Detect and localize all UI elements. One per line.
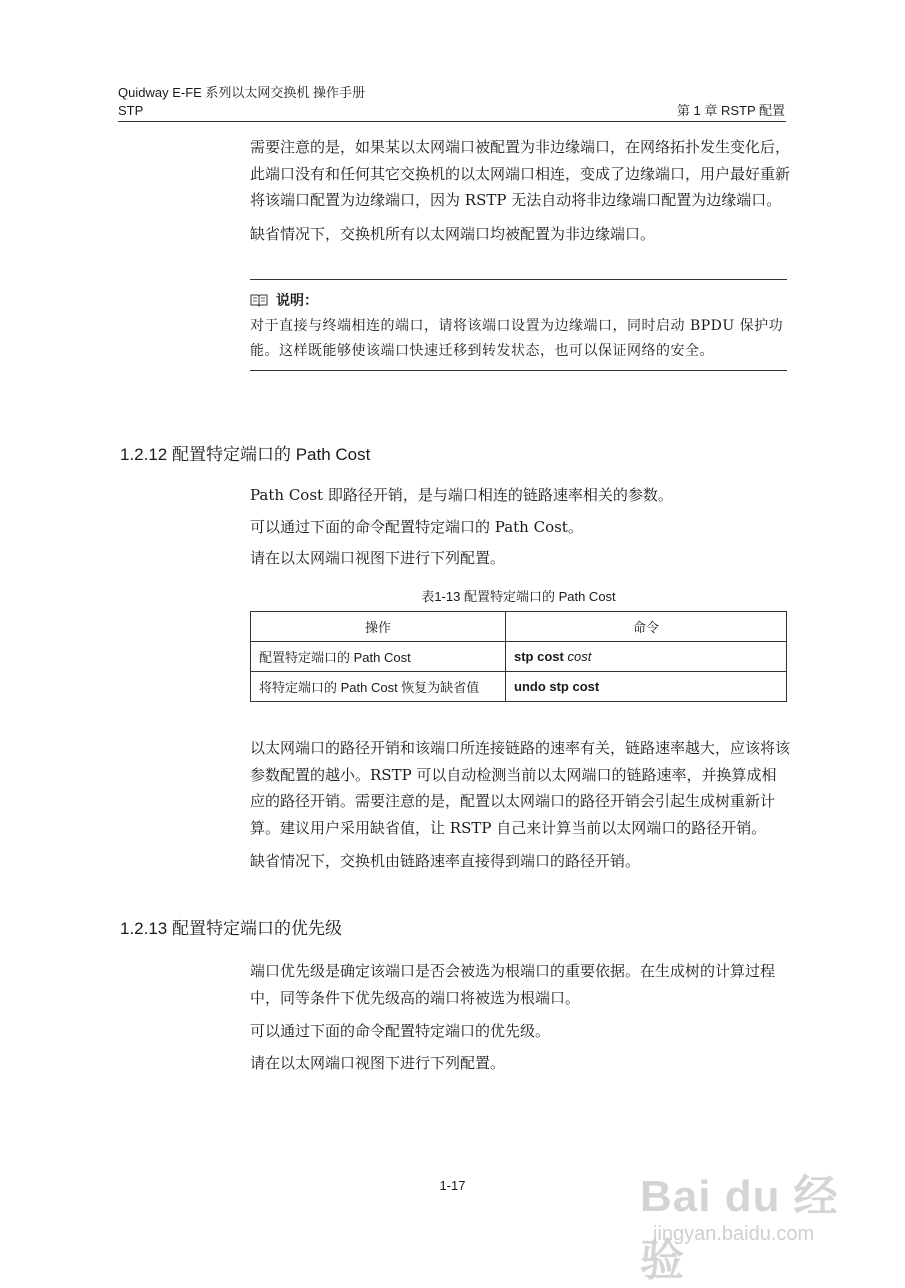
section-1-2-12-intro xyxy=(250,482,790,572)
section-1-2-13-body xyxy=(250,958,790,1076)
table-cell-command xyxy=(506,672,787,702)
command-table xyxy=(250,611,787,702)
table-cell-command xyxy=(506,642,787,672)
manual-title: Quidway E-FE 系列以太网交换机 操作手册 xyxy=(118,85,366,100)
table-header-command: 命令 xyxy=(506,612,787,642)
watermark-logo: Bai du 经验 xyxy=(640,1172,839,1285)
intro-paragraph-2: 缺省情况下，交换机所有以太网端口均被配置为非边缘端口。 xyxy=(250,224,656,243)
table-cell-operation: 将特定端口的 Path Cost 恢复为缺省值 xyxy=(251,672,506,702)
baidu-watermark xyxy=(640,1160,860,1285)
watermark-url: jingyan.baidu.com xyxy=(653,1223,815,1245)
table-cell-operation: 配置特定端口的 Path Cost xyxy=(251,642,506,672)
command-keyword: stp cost xyxy=(514,649,564,664)
table-header-row xyxy=(251,612,787,642)
command-keyword: undo stp cost xyxy=(514,679,600,694)
note-box xyxy=(250,279,787,371)
table-row xyxy=(251,672,787,702)
section-heading-1-2-13: 1.2.13 配置特定端口的优先级 xyxy=(120,919,342,938)
page-header xyxy=(118,84,785,120)
header-divider xyxy=(118,121,786,122)
section13-paragraph-1: 端口优先级是确定该端口是否会被选为根端口的重要依据。在生成树的计算过程中，同等条件下优先级高的端口将被选为根端口。 xyxy=(250,962,776,1007)
header-section: STP xyxy=(118,103,144,118)
section12-paragraph-4: 以太网端口的路径开销和该端口所连接链路的速率有关，链路速率越大，应该将该参数配置的越小。RSTP 可以自动检测当前以太网端口的链路速率，并换算成相应的路径开销。需要注意的是，配置以太网端口的路径开销会引起生成树重新计算。建议用户采用缺省值，让 RSTP 自己来计算当前以太网端口的路径开销。 xyxy=(250,739,791,837)
section-1-2-12-details xyxy=(250,735,790,875)
table-header-operation: 操作 xyxy=(251,612,506,642)
page-number: 1-17 xyxy=(439,1178,466,1193)
note-text: 对于直接与终端相连的端口，请将该端口设置为边缘端口，同时启动 BPDU 保护功能。这样既能够使该端口快速迁移到转发状态，也可以保证网络的安全。 xyxy=(250,318,784,359)
section12-paragraph-3: 请在以太网端口视图下进行下列配置。 xyxy=(250,549,506,567)
section12-paragraph-5: 缺省情况下，交换机由链路速率直接得到端口的路径开销。 xyxy=(250,852,641,870)
book-icon xyxy=(250,293,268,307)
table-row xyxy=(251,642,787,672)
section12-paragraph-1: Path Cost 即路径开销，是与端口相连的链路速率相关的参数。 xyxy=(250,486,673,504)
intro-paragraph-1: 需要注意的是，如果某以太网端口被配置为非边缘端口，在网络拓扑发生变化后，此端口没有和任何其它交换机的以太网端口相连，变成了边缘端口，用户最好重新将该端口配置为边缘端口，因为 RSTP 无法自动将非边缘端口配置为边缘端口。 xyxy=(250,138,791,209)
table-caption: 表1-13 配置特定端口的 Path Cost xyxy=(421,589,616,604)
section-heading-1-2-12: 1.2.12 配置特定端口的 Path Cost xyxy=(120,445,371,464)
header-chapter: 第 1 章 RSTP 配置 xyxy=(676,103,785,118)
note-title: 说明： xyxy=(276,292,318,308)
command-argument: cost xyxy=(567,649,592,664)
section13-paragraph-2: 可以通过下面的命令配置特定端口的优先级。 xyxy=(250,1022,551,1040)
intro-block xyxy=(250,134,790,247)
section13-paragraph-3: 请在以太网端口视图下进行下列配置。 xyxy=(250,1053,506,1072)
section12-paragraph-2: 可以通过下面的命令配置特定端口的 Path Cost。 xyxy=(250,517,583,536)
